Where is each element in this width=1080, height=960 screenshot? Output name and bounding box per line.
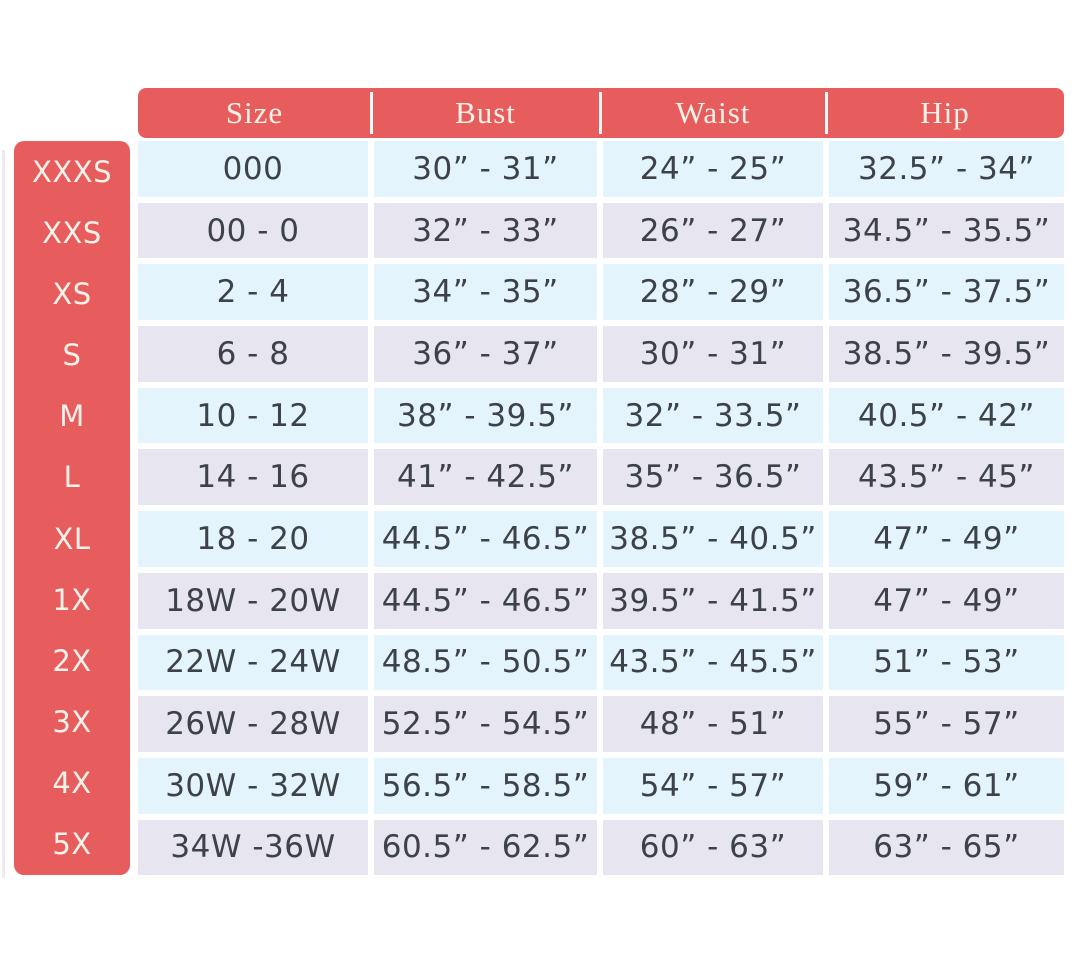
size-cell: 000 [138, 141, 368, 197]
size-cell: 18W - 20W [138, 573, 368, 629]
waist-cell: 54” - 57” [603, 758, 823, 814]
row-label-s: S [62, 338, 82, 373]
column-header-hip: Hip [826, 88, 1064, 138]
row-label-xs: XS [52, 276, 92, 311]
column-header-bust: Bust [371, 88, 600, 138]
hip-cell: 36.5” - 37.5” [829, 264, 1064, 320]
bust-cell: 36” - 37” [374, 326, 597, 382]
row-label-xl: XL [53, 521, 91, 556]
bust-cell: 32” - 33” [374, 203, 597, 259]
bust-cell: 60.5” - 62.5” [374, 820, 597, 876]
row-label-m: M [59, 399, 85, 434]
size-cell: 2 - 4 [138, 264, 368, 320]
size-cell: 18 - 20 [138, 511, 368, 567]
size-cell: 00 - 0 [138, 203, 368, 259]
hip-cell: 38.5” - 39.5” [829, 326, 1064, 382]
bust-cell: 38” - 39.5” [374, 388, 597, 444]
row-label-l: L [63, 460, 81, 495]
row-label-5x: 5X [52, 827, 92, 862]
table-header [138, 88, 1064, 138]
hip-cell: 47” - 49” [829, 573, 1064, 629]
size-cell: 26W - 28W [138, 696, 368, 752]
row-label-xxs: XXS [42, 215, 102, 250]
waist-cell: 30” - 31” [603, 326, 823, 382]
waist-cell: 48” - 51” [603, 696, 823, 752]
waist-cell: 26” - 27” [603, 203, 823, 259]
bust-cell: 48.5” - 50.5” [374, 635, 597, 691]
column-header-size: Size [225, 95, 284, 130]
hip-cell: 51” - 53” [829, 635, 1064, 691]
size-cell: 10 - 12 [138, 388, 368, 444]
waist-cell: 43.5” - 45.5” [603, 635, 823, 691]
waist-cell: 24” - 25” [603, 141, 823, 197]
bust-cell: 34” - 35” [374, 264, 597, 320]
waist-cell: 39.5” - 41.5” [603, 573, 823, 629]
hip-cell: 40.5” - 42” [829, 388, 1064, 444]
bust-cell: 44.5” - 46.5” [374, 573, 597, 629]
bust-cell: 44.5” - 46.5” [374, 511, 597, 567]
page-edge-line [2, 150, 5, 878]
hip-cell: 32.5” - 34” [829, 141, 1064, 197]
size-cell: 34W -36W [138, 820, 368, 876]
size-cell: 6 - 8 [138, 326, 368, 382]
row-label-4x: 4X [52, 766, 92, 801]
row-label-xxxs: XXXS [31, 154, 112, 189]
waist-cell: 28” - 29” [603, 264, 823, 320]
size-label-column [14, 141, 130, 875]
row-label-3x: 3X [52, 705, 92, 740]
row-label-2x: 2X [52, 643, 92, 678]
waist-cell: 32” - 33.5” [603, 388, 823, 444]
waist-cell: 35” - 36.5” [603, 449, 823, 505]
size-cell: 22W - 24W [138, 635, 368, 691]
row-label-1x: 1X [52, 582, 92, 617]
bust-cell: 30” - 31” [374, 141, 597, 197]
hip-cell: 34.5” - 35.5” [829, 203, 1064, 259]
hip-cell: 43.5” - 45” [829, 449, 1064, 505]
waist-cell: 38.5” - 40.5” [603, 511, 823, 567]
bust-cell: 52.5” - 54.5” [374, 696, 597, 752]
column-header-waist: Waist [600, 88, 826, 138]
hip-cell: 55” - 57” [829, 696, 1064, 752]
hip-cell: 59” - 61” [829, 758, 1064, 814]
hip-cell: 47” - 49” [829, 511, 1064, 567]
size-chart-table [138, 141, 1064, 875]
size-cell: 30W - 32W [138, 758, 368, 814]
waist-cell: 60” - 63” [603, 820, 823, 876]
size-cell: 14 - 16 [138, 449, 368, 505]
bust-cell: 56.5” - 58.5” [374, 758, 597, 814]
hip-cell: 63” - 65” [829, 820, 1064, 876]
bust-cell: 41” - 42.5” [374, 449, 597, 505]
